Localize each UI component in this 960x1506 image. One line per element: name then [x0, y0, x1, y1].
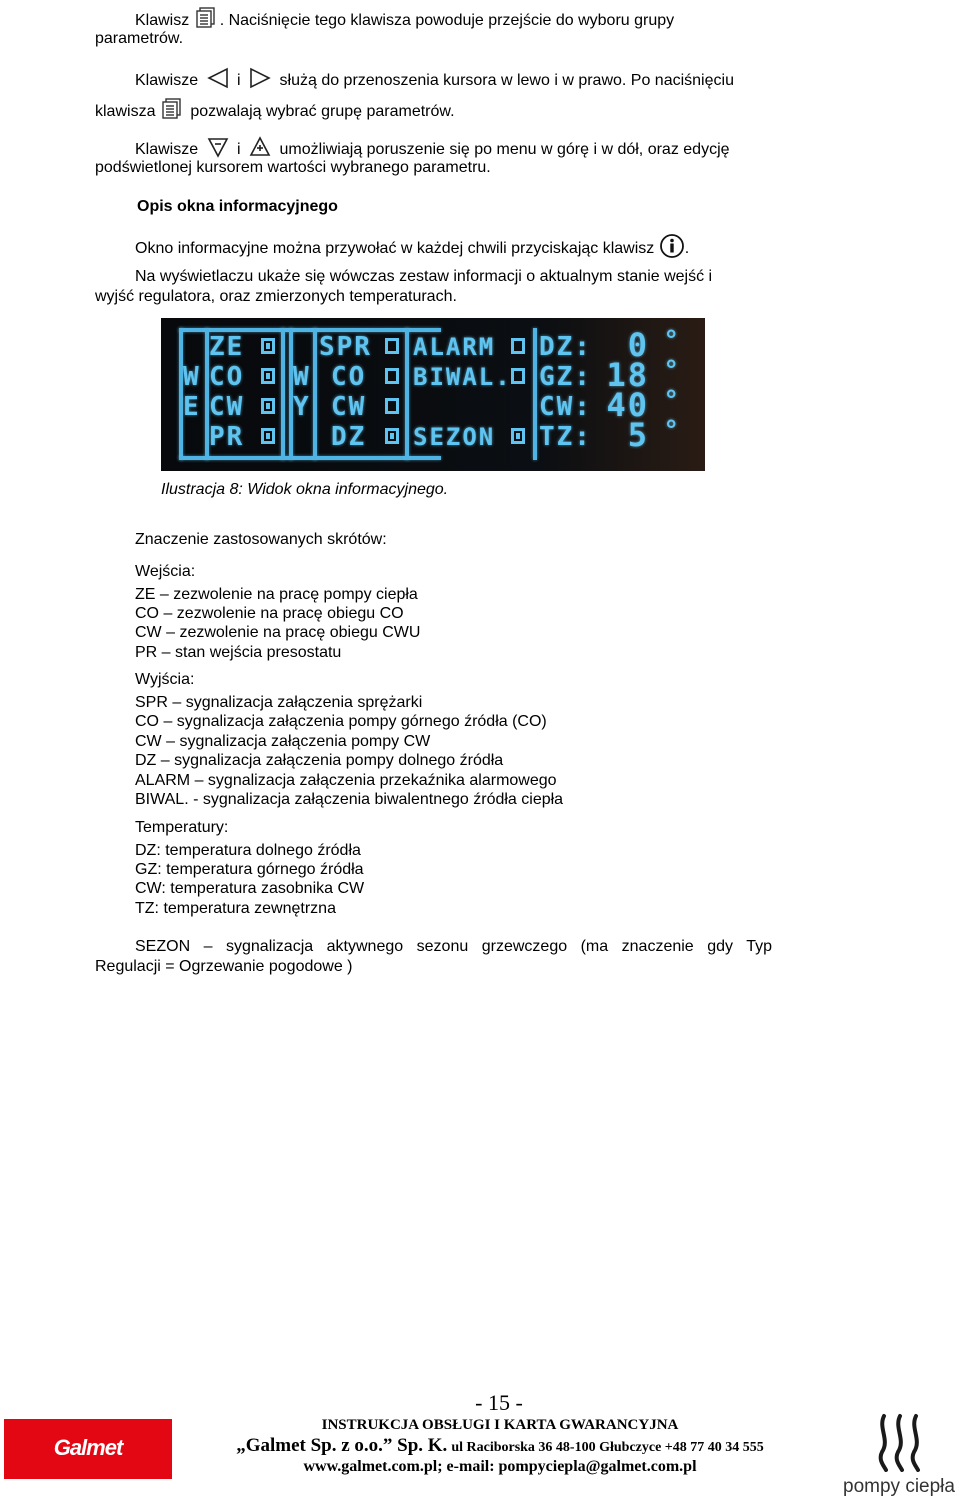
lcd-indicator-on	[261, 338, 275, 354]
lcd-indicator-on	[385, 428, 399, 444]
lcd-temp-label-gz: GZ:	[539, 362, 592, 392]
galmet-logo-text: Galmet	[53, 1435, 123, 1460]
lcd-indicator-on	[261, 398, 275, 414]
pompy-ciepla-text: pompy ciepła	[843, 1476, 955, 1497]
legend-item: ZE – zezwolenie na pracę pompy ciepła	[135, 586, 418, 603]
text-fragment: Klawisze	[135, 72, 199, 90]
lcd-frame-line	[281, 328, 285, 460]
lcd-frame-line	[313, 328, 317, 460]
lcd-input-co: CO	[209, 362, 245, 392]
text-fragment: . Naciśnięcie tego klawisza powoduje przejście do wyboru grupy	[219, 12, 675, 30]
legend-sezon: SEZON – sygnalizacja aktywnego sezonu grzewczego (ma znaczenie gdy Typ	[135, 938, 772, 955]
legend-item: SPR – sygnalizacja załączenia sprężarki	[135, 694, 423, 711]
lcd-input-pr: PR	[209, 422, 245, 452]
section-heading: Opis okna informacyjnego	[137, 198, 338, 215]
lcd-indicator-off	[511, 368, 525, 384]
lcd-indicator-on	[261, 428, 275, 444]
pompy-ciepla-logo	[838, 1412, 960, 1502]
legend-item: ALARM – sygnalizacja załączenia przekaźnika alarmowego	[135, 772, 557, 789]
legend-item: DZ: temperatura dolnego źródła	[135, 842, 361, 859]
legend-item: TZ: temperatura zewnętrzna	[135, 900, 336, 917]
right-arrow-key-icon	[249, 67, 271, 95]
lcd-temp-label-dz: DZ:	[539, 332, 592, 362]
menu-key-icon	[160, 98, 186, 126]
legend-item: PR – stan wejścia presostatu	[135, 644, 342, 661]
legend-item: CW – zezwolenie na pracę obiegu CWU	[135, 624, 421, 641]
text-line: parametrów.	[95, 30, 184, 47]
legend-item: CO – zezwolenie na pracę obiegu CO	[135, 605, 404, 622]
lcd-degree-sign: °	[663, 416, 681, 446]
legend-item: CW: temperatura zasobnika CW	[135, 880, 365, 897]
lcd-label-e: E	[183, 392, 201, 422]
lcd-output-cw: CW	[331, 392, 367, 422]
legend-item: CW – sygnalizacja załączenia pompy CW	[135, 733, 431, 750]
lcd-label-w2: W	[293, 362, 311, 392]
left-arrow-key-icon	[207, 67, 229, 95]
text-fragment: umożliwiają poruszenie się po menu w górę i w dół, oraz edycję	[279, 141, 730, 159]
lcd-label-w: W	[183, 362, 201, 392]
company-address: ul Raciborska 36 48-100 Głubczyce +48 77 40 34 555	[451, 1440, 764, 1455]
legend-temps-title: Temperatury:	[135, 819, 229, 836]
galmet-logo	[4, 1419, 172, 1479]
legend-item: DZ – sygnalizacja załączenia pompy dolnego źródła	[135, 752, 504, 769]
lcd-biwal: BIWAL.	[413, 363, 512, 391]
legend-inputs-title: Wejścia:	[135, 563, 196, 580]
text-fragment: .	[684, 240, 690, 258]
text-fragment: i	[237, 141, 241, 159]
company-name: „Galmet Sp. z o.o.” Sp. K.	[236, 1435, 448, 1456]
text-line	[95, 98, 455, 126]
lcd-indicator-on	[511, 428, 525, 444]
lcd-output-spr: SPR	[319, 332, 372, 362]
page-number: - 15 -	[475, 1390, 523, 1415]
paragraph-info-key	[135, 233, 689, 265]
lcd-indicator-off	[385, 368, 399, 384]
paragraph-arrow-keys	[135, 67, 734, 95]
text-line: podświetlonej kursorem wartości wybranego parametru.	[95, 159, 491, 176]
text-fragment: służą do przenoszenia kursora w lewo i w prawo. Po naciśnięciu	[279, 72, 734, 90]
lcd-indicator-off	[385, 398, 399, 414]
legend-item: BIWAL. - sygnalizacja załączenia biwalentnego źródła ciepła	[135, 791, 564, 808]
lcd-input-ze: ZE	[209, 332, 245, 362]
lcd-temp-value-dz: 0	[627, 326, 649, 364]
lcd-output-co: CO	[331, 362, 367, 392]
lcd-frame-line	[533, 328, 537, 460]
lcd-temp-label-tz: TZ:	[539, 422, 592, 452]
paragraph-menu-key	[135, 7, 674, 35]
footer-line-1: INSTRUKCJA OBSŁUGI I KARTA GWARANCYJNA	[321, 1417, 679, 1433]
lcd-temp-label-cw: CW:	[539, 392, 592, 422]
info-key-icon	[659, 233, 685, 265]
lcd-alarm: ALARM	[413, 333, 496, 361]
legend-item: CO – sygnalizacja załączenia pompy górnego źródła (CO)	[135, 713, 547, 730]
text-fragment: i	[237, 72, 241, 90]
lcd-temp-value-tz: 5	[627, 416, 649, 454]
lcd-indicator-on	[261, 368, 275, 384]
menu-key-icon	[194, 7, 220, 35]
text-fragment: Klawisze	[135, 141, 199, 159]
lcd-output-dz: DZ	[331, 422, 367, 452]
lcd-sezon: SEZON	[413, 423, 496, 451]
lcd-degree-sign: °	[663, 326, 681, 356]
legend-item: GZ: temperatura górnego źródła	[135, 861, 364, 878]
legend-intro: Znaczenie zastosowanych skrótów:	[135, 531, 387, 548]
legend-outputs-title: Wyjścia:	[135, 671, 195, 688]
lcd-info-window	[161, 318, 705, 471]
lcd-temp-value-cw: 40	[606, 386, 649, 424]
lcd-indicator-off	[385, 338, 399, 354]
legend-sezon-cont: Regulacji = Ogrzewanie pogodowe )	[95, 958, 353, 975]
lcd-input-cw: CW	[209, 392, 245, 422]
lcd-degree-sign: °	[663, 356, 681, 386]
text-fragment: Okno informacyjne można przywołać w każdej chwili przyciskając klawisz	[135, 240, 655, 258]
text-fragment: klawisza	[95, 103, 156, 121]
text-line: wyjść regulatora, oraz zmierzonych temperaturach.	[95, 288, 457, 305]
lcd-label-y: Y	[293, 392, 311, 422]
figure-caption: Ilustracja 8: Widok okna informacyjnego.	[161, 481, 449, 498]
text-fragment: pozwalają wybrać grupę parametrów.	[190, 103, 455, 121]
heat-waves-icon	[874, 1412, 924, 1472]
footer-line-3: www.galmet.com.pl; e-mail: pompyciepla@galmet.com.pl	[303, 1458, 697, 1475]
lcd-indicator-off	[511, 338, 525, 354]
text-line: Na wyświetlaczu ukaże się wówczas zestaw informacji o aktualnym stanie wejść i	[135, 268, 713, 285]
lcd-frame-line	[405, 328, 409, 460]
footer-line-2	[180, 1435, 820, 1459]
lcd-degree-sign: °	[663, 386, 681, 416]
lcd-temp-value-gz: 18	[606, 356, 649, 394]
lcd-frame-line	[179, 456, 441, 460]
text-fragment: Klawisz	[135, 12, 190, 30]
